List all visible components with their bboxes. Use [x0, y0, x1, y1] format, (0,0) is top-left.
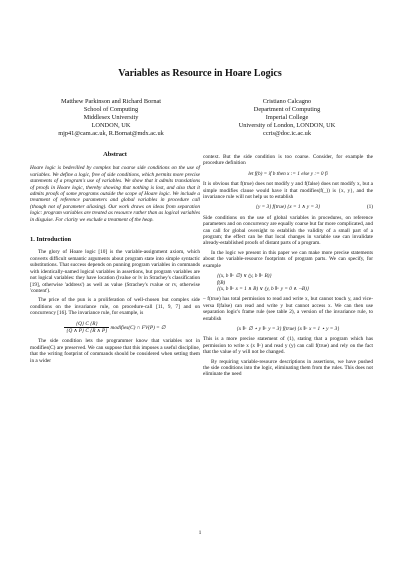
spec-precondition: {(x, b ⊩ ∅) ∨ (y, b ⊩ B)}	[217, 273, 272, 280]
author-block-right	[202, 98, 372, 138]
author-institution: Middlesex University	[83, 114, 139, 121]
paragraph: context. But the side condition is too coarse. Consider, for example the procedure definition	[203, 154, 373, 167]
author-email: ccris@doc.ic.ac.uk	[263, 130, 311, 137]
rule-conclusion: {Q ∧ P} C {R ∧ P}	[66, 327, 108, 334]
abstract-text: Hoare logic is bedevilled by complex but coarse side conditions on the use of variables. We define a logic, free of side conditions, which permits more precise statements of a program's use of variables. We show that it admits translations of proofs in Hoare logic, thereby showing that nothing is lost, and also that it admits proofs of some programs outside the scope of Hoare logic. We include a treatment of reference parameters and global variables in procedure call (though not of parameter aliasing). Our work draws on ideas from separation logic: program variables are treated as resource rather than as logical variables in disguise. For clarity we exclude a treatment of the heap.	[30, 165, 200, 223]
author-email: mjp41@cam.ac.uk, R.Bornat@mdx.ac.uk	[58, 130, 164, 137]
spec-postcondition: {(x, b ⊩ x = 1 ∧ B) ∨ (y, b ⊩ y = 0 ∧ ¬B)}	[217, 285, 309, 292]
section-heading: 1. Introduction	[30, 236, 72, 244]
author-names: Matthew Parkinson and Richard Bornat	[60, 98, 162, 105]
paragraph: It is obvious that f(true) does not modify y and f(false) does not modify x, but a simple modifies clause would have it that modifies(f(_)) is {x, y}, and the invariance rule will not help us to establish	[203, 181, 373, 201]
equation-body: {y = 3} f(true) {x = 1 ∧ y = 3}	[255, 204, 321, 211]
procedure-definition: let f(b) = if b then x := 1 else y := 0 fi	[248, 170, 328, 177]
author-institution: Imperial College	[265, 114, 309, 121]
author-block-left	[26, 98, 196, 138]
author-names: Cristiano Calcagno	[262, 98, 312, 105]
author-department: School of Computing	[83, 106, 139, 113]
frame-rule-equation: {x ⊩ ∅ ⋆ y ⊩ y = 3} f(true) {x ⊩ x = 1 ⋆ y = 3}	[236, 325, 340, 332]
equation-1	[203, 204, 373, 210]
left-column	[30, 152, 200, 367]
paragraph: The side condition lets the programmer know that variables not in modifies(C) are preserved. We can suppose that this imposes a useful discipline, that the writing footprint of commands should be considered when setting them in a wider	[30, 338, 200, 364]
invariance-rule-equation	[30, 321, 200, 335]
page-number: 1	[198, 530, 202, 536]
author-location: University of London, LONDON, UK	[238, 122, 336, 129]
paragraph: In the logic we present in this paper we can make more precise statements about the variable-resource footprints of program parts. We can specify, for example	[203, 249, 373, 269]
right-column	[203, 154, 373, 381]
paragraph: Side conditions on the use of global variables in procedures, on reference parameters and on concurrency are equally coarse but far more complicated, and can call for global oversight to establish the validity of a small part of a program; the effect can be that local changes in variable use can invalidate already-established proofs of distant parts of a program.	[203, 214, 373, 247]
author-department: Department of Computing	[253, 106, 321, 113]
rule-fraction	[64, 321, 109, 335]
author-location: LONDON, UK	[91, 122, 131, 129]
spec-command: f(B)	[217, 279, 226, 286]
specification-block	[203, 273, 373, 292]
paragraph: The price of the pun is a proliferation of well-chosen but complex side conditions on the invariance rule, on procedure-call [11, 9, 7] and on concurrency [16]. The invariance rule, for example, is	[30, 297, 200, 317]
paragraph: This is a more precise statement of (1), stating that a program which has permission to write x (x ⊩) and read y (y) can call f(true) and rely on the fact that the value of y will not be changed.	[203, 336, 373, 356]
paper-title: Variables as Resource in Hoare Logics	[118, 68, 282, 79]
paragraph: The glory of Hoare logic [10] is the variable-assignment axiom, which converts difficult semantic arguments about program state into simple syntactic substitutions. That success depends on punning program variables in commands with identically-named logical variables in assertions, but program variables are not logical variables: they have location (lvalue or lv in Strachey's classification [19], otherwise 'address') as well as value (Strachey's rvalue or rv, otherwise 'content').	[30, 249, 200, 294]
paragraph: By requiring variable-resource descriptions in assertions, we have pushed the side conditions into the logic, eliminating them from the rules. This does not eliminate the need	[203, 358, 373, 378]
paragraph: – f(true) has total permission to read and write x, but cannot touch y, and vice-versa f(false) can read and write y but cannot access x. We can then use separation logic's frame rule (see table 2), a version of the invariance rule, to establish	[203, 296, 373, 322]
rule-premise: {Q} C {R}	[64, 321, 109, 328]
rule-side-condition: modifies(C) ∩ FV(P) = ∅	[110, 324, 166, 331]
abstract-heading: Abstract	[103, 151, 127, 158]
equation-number: (1)	[366, 204, 373, 211]
